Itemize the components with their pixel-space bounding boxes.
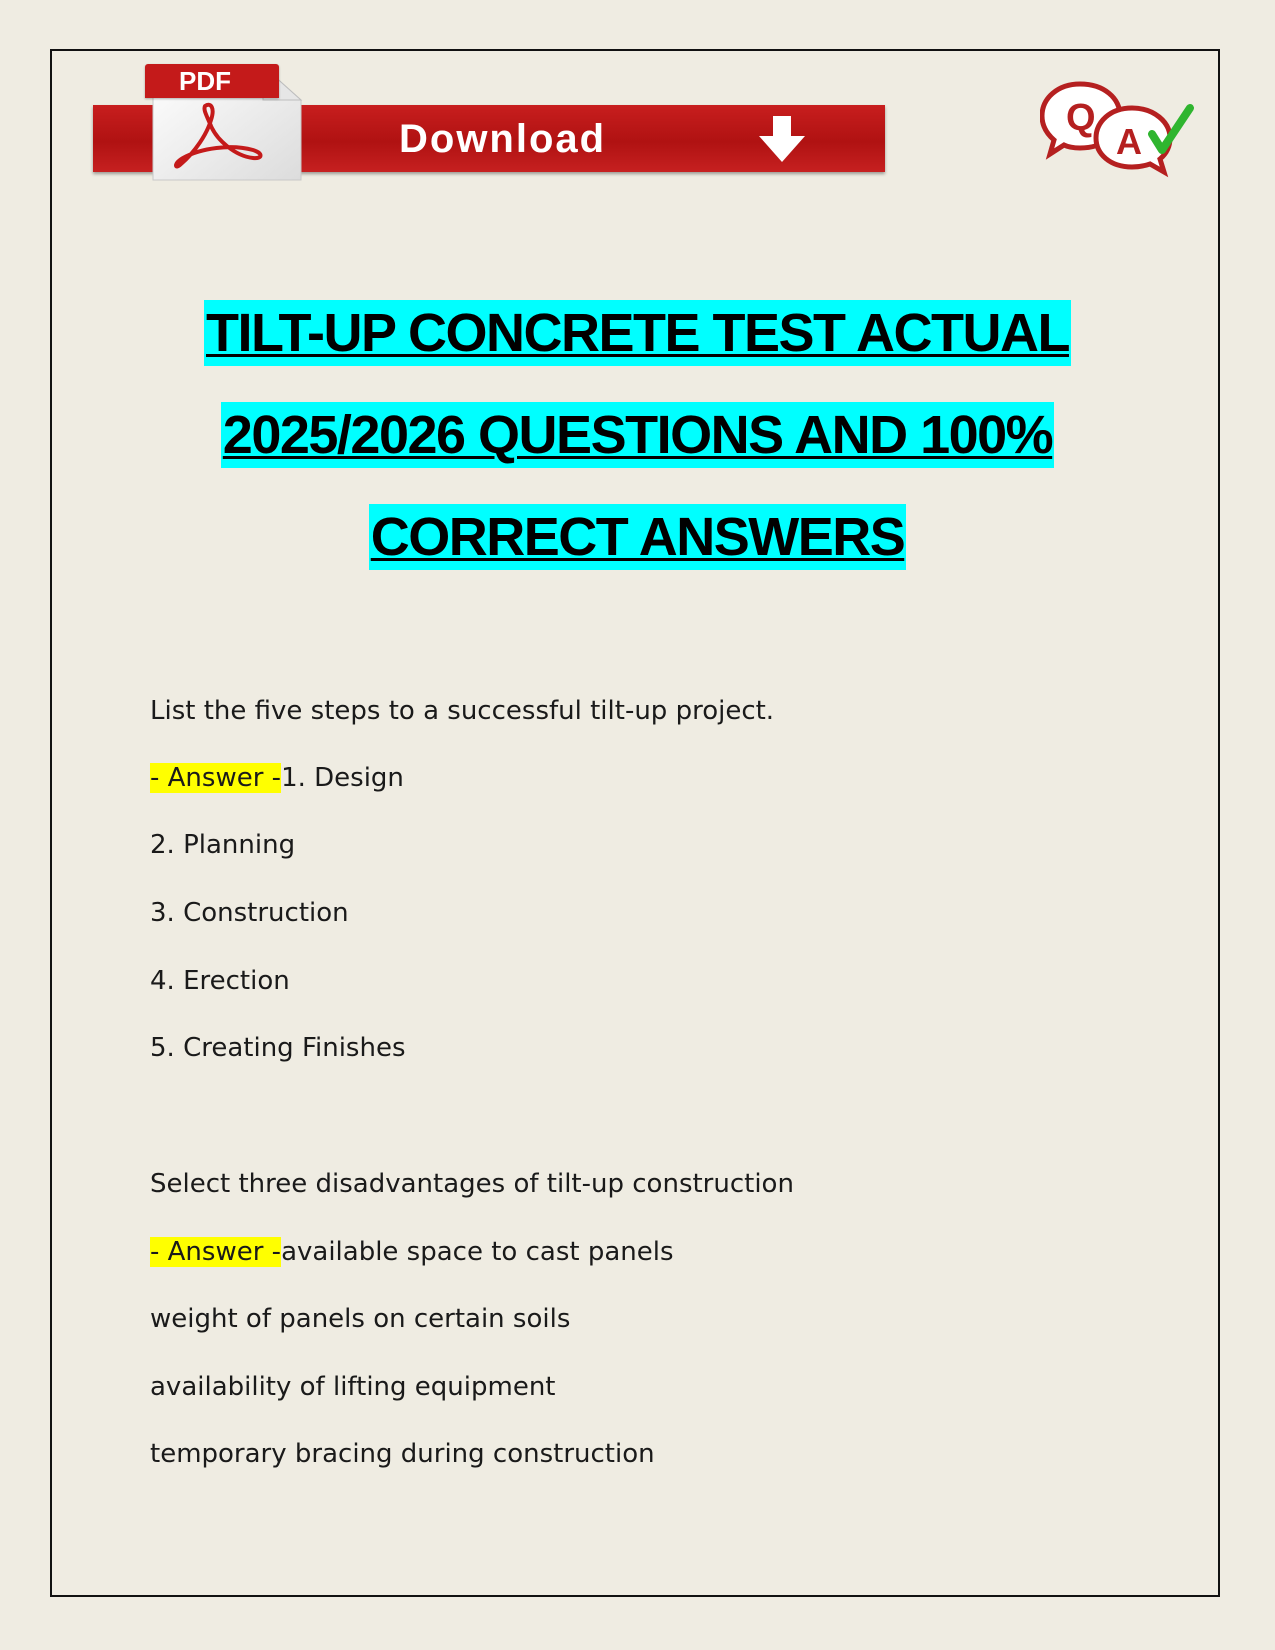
answer-1-line-3: 3. Construction xyxy=(150,898,349,928)
pdf-file-icon xyxy=(145,60,305,182)
pdf-tab-label: PDF xyxy=(145,64,279,98)
question-1-text: List the five steps to a successful tilt-up project. xyxy=(150,696,775,726)
question-2-text: Select three disadvantages of tilt-up construction xyxy=(150,1169,794,1199)
answer-1-line-5: 5. Creating Finishes xyxy=(150,1033,406,1063)
download-label: Download xyxy=(399,117,607,161)
page-border xyxy=(50,49,1220,1597)
svg-text:Q: Q xyxy=(1066,97,1096,139)
title-line-3: CORRECT ANSWERS xyxy=(369,504,907,570)
answer-2-first-line xyxy=(150,1234,674,1270)
answer-1-first-line xyxy=(150,760,404,796)
download-arrow-icon xyxy=(753,114,811,164)
pdf-download-banner[interactable] xyxy=(93,60,885,185)
answer-2-first-item: available space to cast panels xyxy=(281,1237,674,1267)
qa-logo-icon xyxy=(1040,78,1210,178)
answer-label-highlight: - Answer - xyxy=(150,1237,282,1267)
answer-1-line-2: 2. Planning xyxy=(150,830,296,860)
answer-2-line-3: availability of lifting equipment xyxy=(150,1372,556,1402)
answer-1-line-4: 4. Erection xyxy=(150,966,290,996)
answer-2-line-4: temporary bracing during construction xyxy=(150,1439,655,1469)
answer-2-line-2: weight of panels on certain soils xyxy=(150,1304,571,1334)
document-title xyxy=(60,300,1215,606)
title-line-2: 2025/2026 QUESTIONS AND 100% xyxy=(221,402,1054,468)
svg-text:A: A xyxy=(1116,121,1142,162)
answer-1-first-item: 1. Design xyxy=(281,763,404,793)
answer-label-highlight: - Answer - xyxy=(150,763,282,793)
title-line-1: TILT-UP CONCRETE TEST ACTUAL xyxy=(204,300,1071,366)
